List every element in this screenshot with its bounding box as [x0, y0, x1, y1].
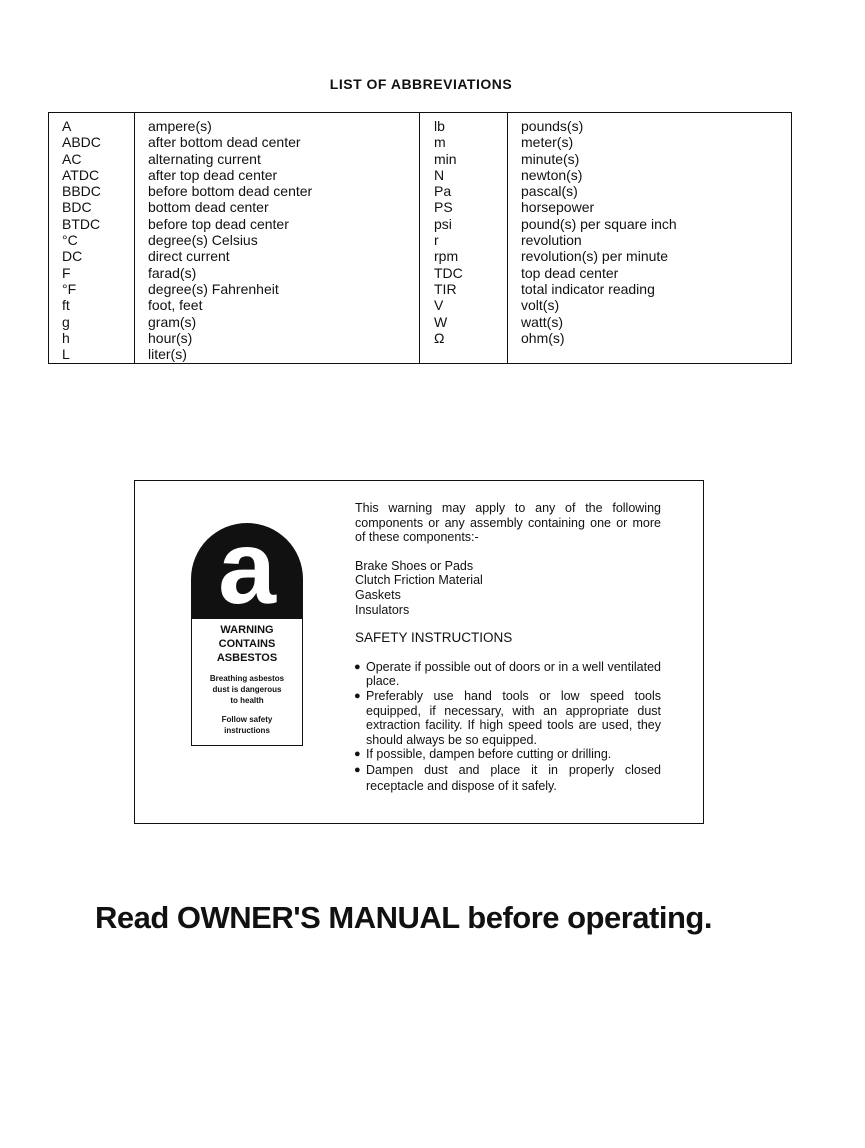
column-divider — [134, 113, 135, 363]
abbreviation-meaning: degree(s) Fahrenheit — [148, 280, 279, 297]
abbreviation: F — [62, 264, 71, 281]
abbreviation-meaning: hour(s) — [148, 329, 193, 346]
abbreviation-meaning: revolution — [521, 232, 582, 249]
instructions-list — [355, 660, 661, 794]
abbreviation: BDC — [62, 199, 92, 216]
abbreviation: r — [434, 232, 439, 249]
right-abbr-column — [434, 118, 463, 346]
abbreviation-meaning: watt(s) — [521, 313, 563, 330]
abbreviation-meaning: meter(s) — [521, 134, 574, 151]
column-divider — [419, 113, 420, 363]
abbreviation: rpm — [434, 248, 459, 265]
right-meaning-column — [521, 118, 677, 346]
footer-notice: Read OWNER'S MANUAL before operating. — [95, 900, 712, 935]
abbreviation: psi — [434, 215, 452, 232]
abbreviation-meaning: after bottom dead center — [148, 134, 301, 151]
asbestos-warning-box — [134, 480, 704, 824]
abbreviation: h — [62, 329, 70, 346]
left-abbr-column — [62, 118, 101, 362]
components-list: Brake Shoes or Pads Clutch Friction Material Gaskets Insulators — [355, 558, 483, 617]
abbreviation: m — [434, 134, 446, 151]
warning-intro: This warning may apply to any of the following components or any assembly containing one or more of these components:- — [355, 501, 661, 545]
abbreviation: TIR — [434, 280, 457, 297]
abbreviation-meaning: bottom dead center — [148, 199, 269, 216]
abbreviation: Pa — [434, 183, 452, 200]
abbreviation: DC — [62, 248, 83, 265]
abbreviation-meaning: farad(s) — [148, 264, 197, 281]
abbreviation-meaning: alternating current — [148, 150, 261, 167]
abbreviation: A — [62, 118, 72, 134]
abbreviation-meaning: after top dead center — [148, 166, 278, 183]
safety-heading: SAFETY INSTRUCTIONS — [355, 630, 513, 646]
page-title: LIST OF ABBREVIATIONS — [329, 76, 513, 92]
abbreviation-meaning: foot, feet — [148, 297, 203, 314]
abbreviation-meaning: pascal(s) — [521, 183, 578, 200]
abbreviation-meaning: liter(s) — [148, 346, 187, 363]
abbreviation-meaning: before top dead center — [148, 215, 289, 232]
label-heading: WARNING CONTAINS ASBESTOS — [216, 624, 278, 664]
abbreviation: PS — [434, 199, 453, 216]
column-divider — [507, 113, 508, 363]
abbreviation-meaning: ampere(s) — [148, 118, 212, 134]
abbreviation-meaning: revolution(s) per minute — [521, 248, 669, 265]
abbreviation-meaning: pound(s) per square inch — [521, 215, 677, 232]
instruction-item: ● If possible, dampen before cutting or drilling. — [355, 747, 661, 762]
abbreviation-meaning: pounds(s) — [521, 118, 584, 134]
abbreviation-meaning: volt(s) — [521, 297, 560, 314]
abbreviation-meaning: degree(s) Celsius — [148, 232, 258, 249]
abbreviation: L — [62, 346, 70, 363]
abbreviation-meaning: newton(s) — [521, 166, 583, 183]
abbreviation: lb — [434, 118, 445, 134]
asbestos-a-logo: a — [191, 523, 303, 619]
abbreviation: BTDC — [62, 215, 101, 232]
abbreviation-meaning: total indicator reading — [521, 280, 655, 297]
asbestos-warning-label — [191, 510, 303, 746]
left-meaning-column — [148, 118, 312, 362]
instruction-item: ● Preferably use hand tools or low speed tools equipped, if necessary, with an appropriate dust extraction facility. If high speed tools are used, they should always be so equipped. — [355, 689, 661, 747]
abbreviation: °C — [62, 232, 78, 249]
abbreviation: W — [434, 313, 448, 330]
abbreviation: °F — [62, 280, 77, 297]
abbreviation: AC — [62, 150, 82, 167]
abbreviation: Ω — [434, 329, 445, 346]
abbreviation: N — [434, 166, 445, 183]
abbreviation: ATDC — [62, 166, 100, 183]
abbreviation: V — [434, 297, 444, 314]
abbreviations-table — [48, 112, 792, 364]
instruction-item: ● Dampen dust and place it in properly closed receptacle and dispose of it safely. — [355, 762, 661, 794]
label-health-text: Breathing asbestos dust is dangerous to health — [209, 674, 285, 705]
instruction-item: ● Operate if possible out of doors or in a well ventilated place. — [355, 660, 661, 689]
abbreviation-meaning: horsepower — [521, 199, 595, 216]
abbreviation: TDC — [434, 264, 463, 281]
abbreviation: g — [62, 313, 70, 330]
warning-text — [355, 501, 661, 794]
abbreviation: min — [434, 150, 457, 167]
abbreviation-meaning: top dead center — [521, 264, 619, 281]
abbreviation: ABDC — [62, 134, 101, 151]
abbreviation-meaning: before bottom dead center — [148, 183, 313, 200]
abbreviation-meaning: gram(s) — [148, 313, 197, 330]
abbreviation: BBDC — [62, 183, 101, 200]
abbreviation-meaning: minute(s) — [521, 150, 580, 167]
abbreviation: ft — [62, 297, 70, 314]
abbreviation-meaning: ohm(s) — [521, 329, 565, 346]
label-follow-text: Follow safety instructions — [221, 715, 273, 735]
abbreviation-meaning: direct current — [148, 248, 230, 265]
